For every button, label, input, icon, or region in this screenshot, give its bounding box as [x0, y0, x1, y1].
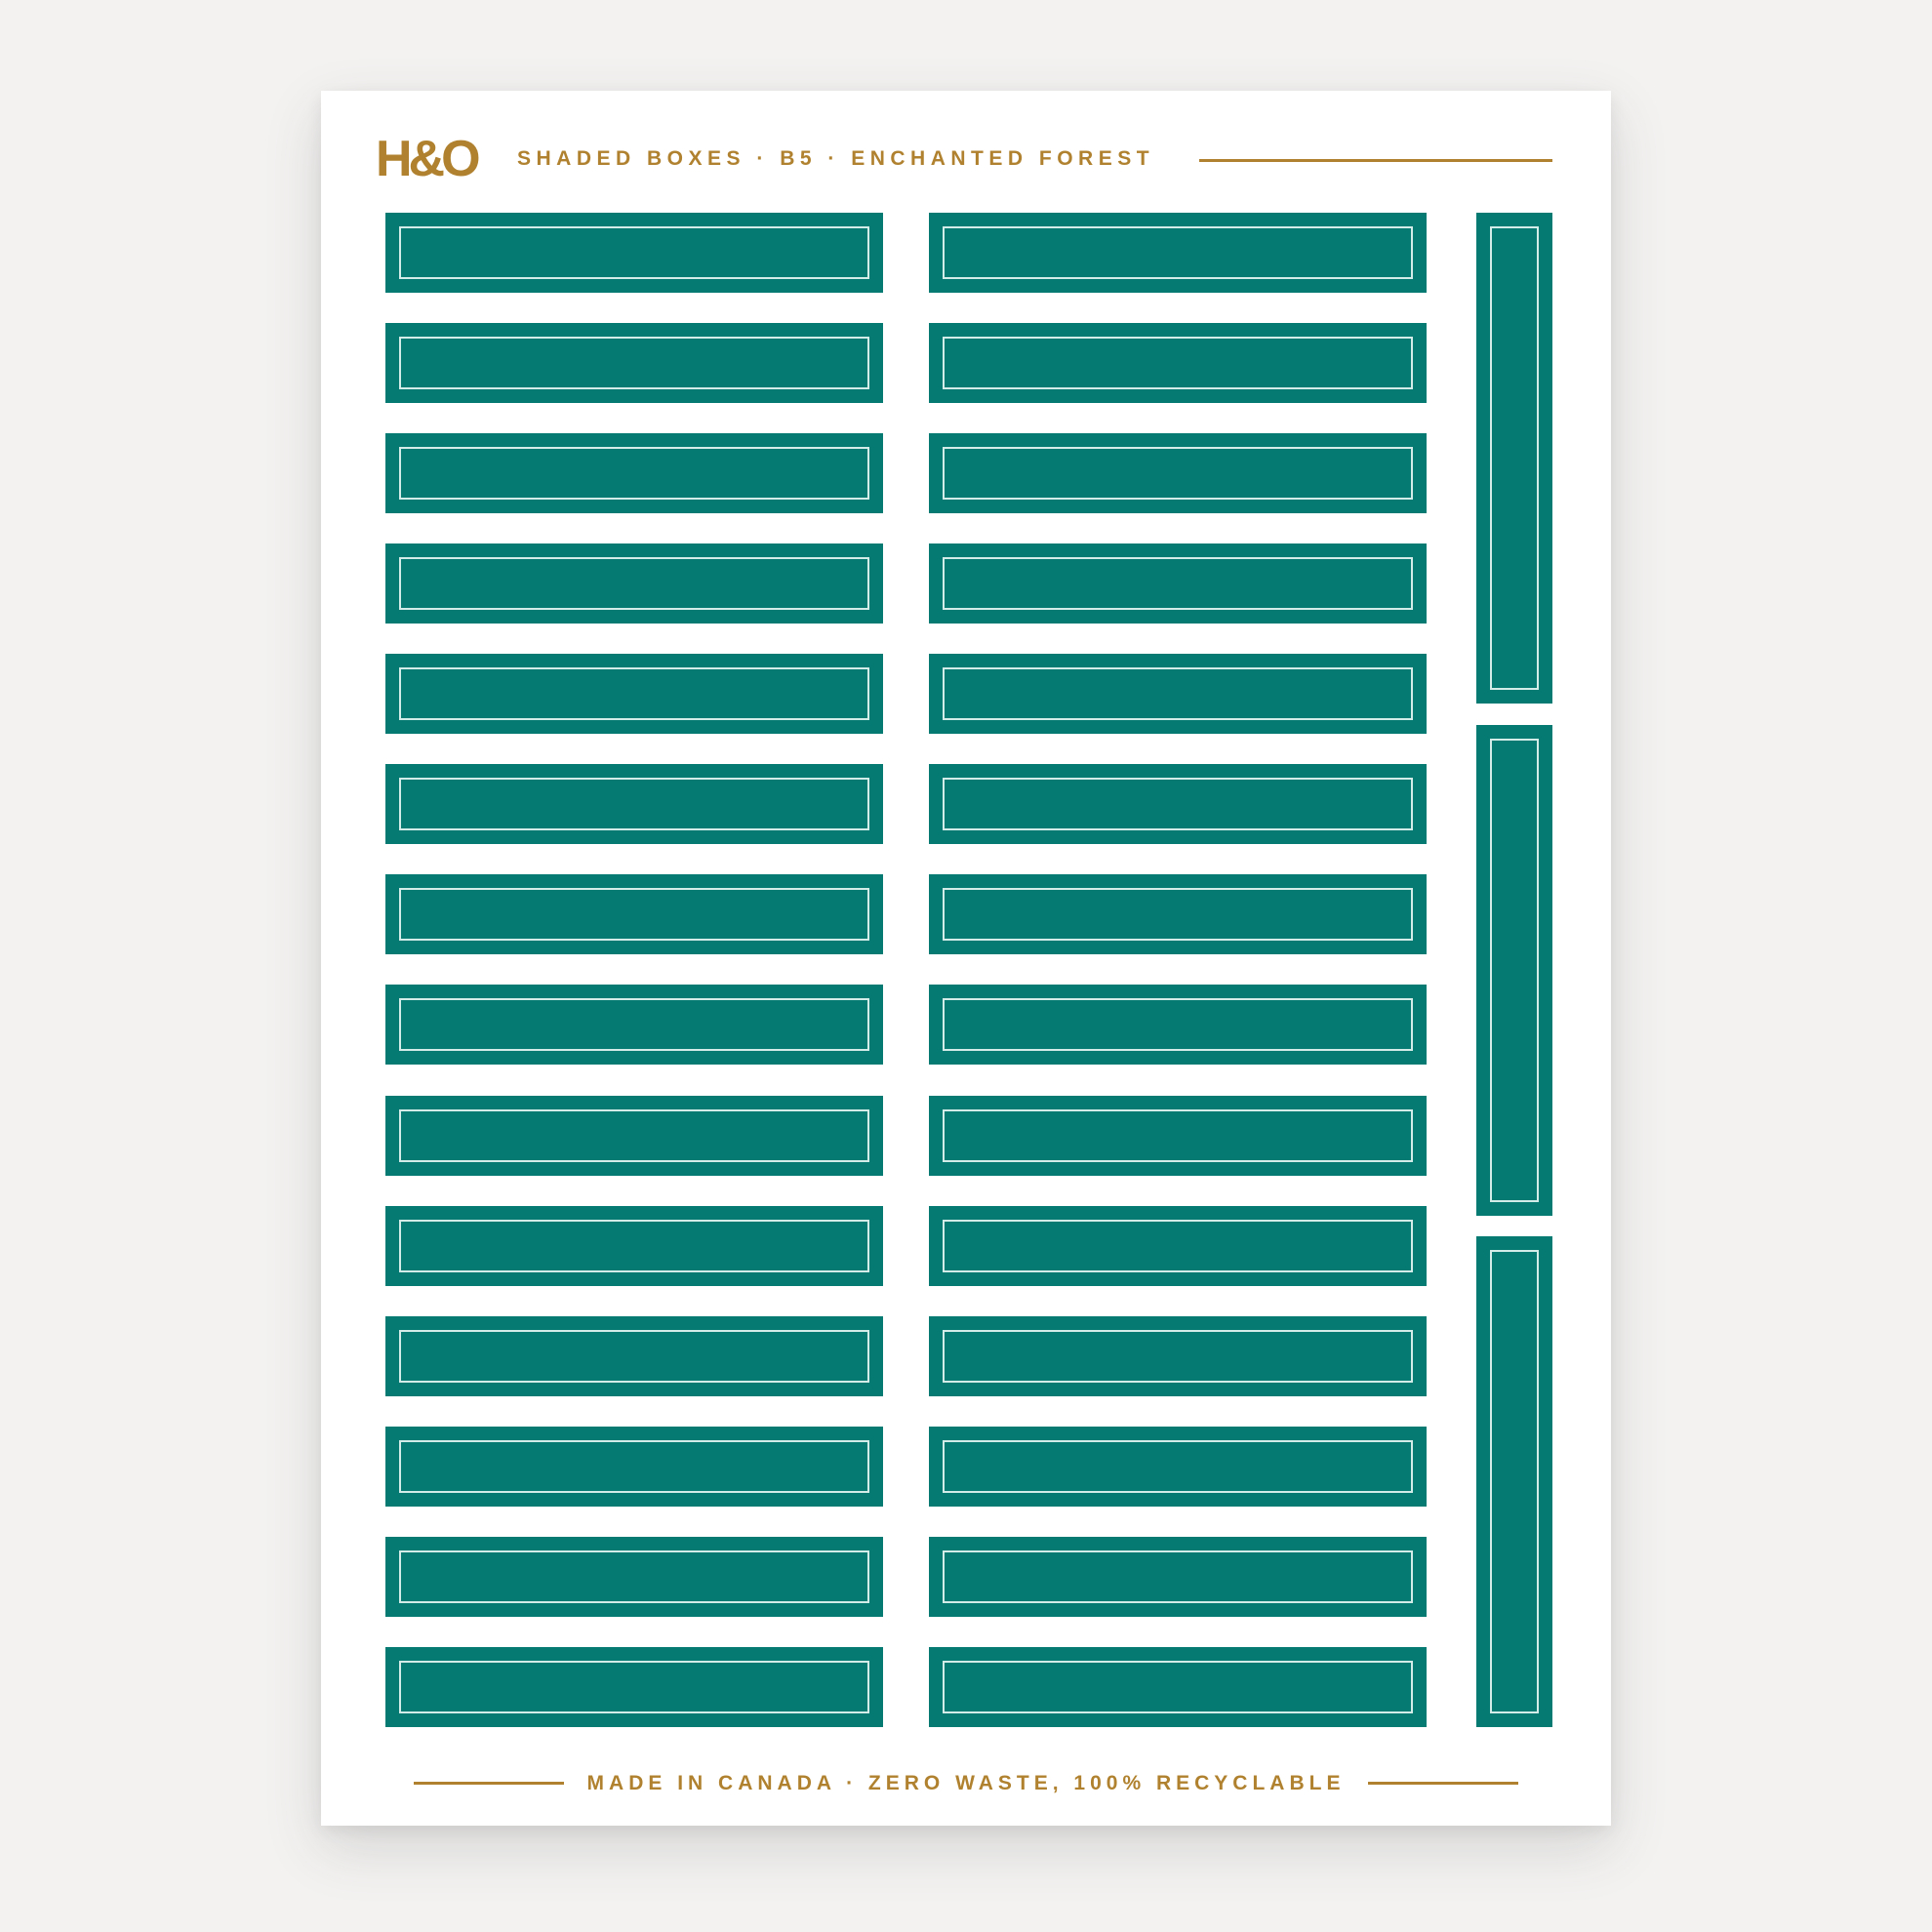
- sticker-box: [929, 654, 1427, 734]
- sticker-box-inner-outline: [399, 1550, 869, 1603]
- sticker-box-inner-outline: [943, 888, 1413, 941]
- sticker-box: [385, 213, 883, 293]
- sticker-box: [385, 874, 883, 954]
- sticker-box-inner-outline: [399, 1661, 869, 1713]
- brand-logo: H&O: [376, 131, 477, 187]
- sticker-box: [929, 874, 1427, 954]
- sticker-box: [929, 1647, 1427, 1727]
- sheet-title: SHADED BOXES · B5 · ENCHANTED FOREST: [517, 147, 1155, 170]
- sticker-box: [929, 543, 1427, 624]
- sticker-strip: [1476, 213, 1552, 704]
- sticker-box-inner-outline: [399, 337, 869, 389]
- sticker-box: [385, 543, 883, 624]
- sticker-box: [929, 213, 1427, 293]
- sticker-box-inner-outline: [943, 447, 1413, 500]
- sticker-box-inner-outline: [399, 226, 869, 279]
- sticker-strip: [1476, 1236, 1552, 1727]
- footer: [321, 1765, 1611, 1800]
- sticker-sheet: [321, 91, 1611, 1826]
- sticker-box-inner-outline: [399, 998, 869, 1051]
- sticker-box-inner-outline: [943, 1440, 1413, 1493]
- sticker-box: [385, 433, 883, 513]
- footer-rule-left: [414, 1782, 564, 1785]
- sticker-box-inner-outline: [943, 1109, 1413, 1162]
- sticker-box-inner-outline: [943, 226, 1413, 279]
- sticker-box-inner-outline: [399, 1109, 869, 1162]
- sticker-box-inner-outline: [399, 1440, 869, 1493]
- sticker-box-inner-outline: [943, 1661, 1413, 1713]
- header-rule: [1199, 159, 1552, 162]
- sticker-box-inner-outline: [943, 337, 1413, 389]
- sticker-box: [385, 1316, 883, 1396]
- sticker-box: [385, 1096, 883, 1176]
- sticker-strip-inner-outline: [1490, 739, 1539, 1202]
- footer-rule-right: [1368, 1782, 1518, 1785]
- sticker-box-inner-outline: [943, 1220, 1413, 1272]
- sticker-box: [929, 764, 1427, 844]
- footer-text: MADE IN CANADA · ZERO WASTE, 100% RECYCLABLE: [586, 1771, 1346, 1794]
- sticker-box-inner-outline: [399, 557, 869, 610]
- sticker-box-inner-outline: [943, 998, 1413, 1051]
- sticker-box: [385, 1427, 883, 1507]
- sticker-box: [385, 985, 883, 1065]
- sticker-box-inner-outline: [399, 888, 869, 941]
- sticker-box: [929, 433, 1427, 513]
- sticker-box-inner-outline: [943, 778, 1413, 830]
- sticker-column-middle: [929, 213, 1427, 1727]
- sticker-box-inner-outline: [943, 1330, 1413, 1383]
- sticker-box: [929, 1316, 1427, 1396]
- sticker-column-left: [385, 213, 883, 1727]
- sticker-box: [385, 1647, 883, 1727]
- sticker-box-inner-outline: [943, 667, 1413, 720]
- sticker-box: [385, 1206, 883, 1286]
- sticker-strip-inner-outline: [1490, 1250, 1539, 1713]
- sticker-box: [929, 1537, 1427, 1617]
- sticker-box-inner-outline: [399, 447, 869, 500]
- sticker-box: [385, 764, 883, 844]
- sticker-box: [929, 1096, 1427, 1176]
- sticker-box-inner-outline: [399, 778, 869, 830]
- sticker-column-strips: [1476, 213, 1552, 1727]
- sticker-box: [929, 323, 1427, 403]
- sticker-strip: [1476, 725, 1552, 1216]
- sticker-strip-inner-outline: [1490, 226, 1539, 690]
- sticker-box: [385, 654, 883, 734]
- sticker-box-inner-outline: [943, 557, 1413, 610]
- sticker-box: [929, 1206, 1427, 1286]
- sticker-box: [929, 1427, 1427, 1507]
- sticker-box-inner-outline: [399, 1330, 869, 1383]
- sticker-box: [385, 323, 883, 403]
- sticker-box: [929, 985, 1427, 1065]
- sticker-box-inner-outline: [399, 667, 869, 720]
- sticker-box-inner-outline: [943, 1550, 1413, 1603]
- sticker-box: [385, 1537, 883, 1617]
- sticker-box-inner-outline: [399, 1220, 869, 1272]
